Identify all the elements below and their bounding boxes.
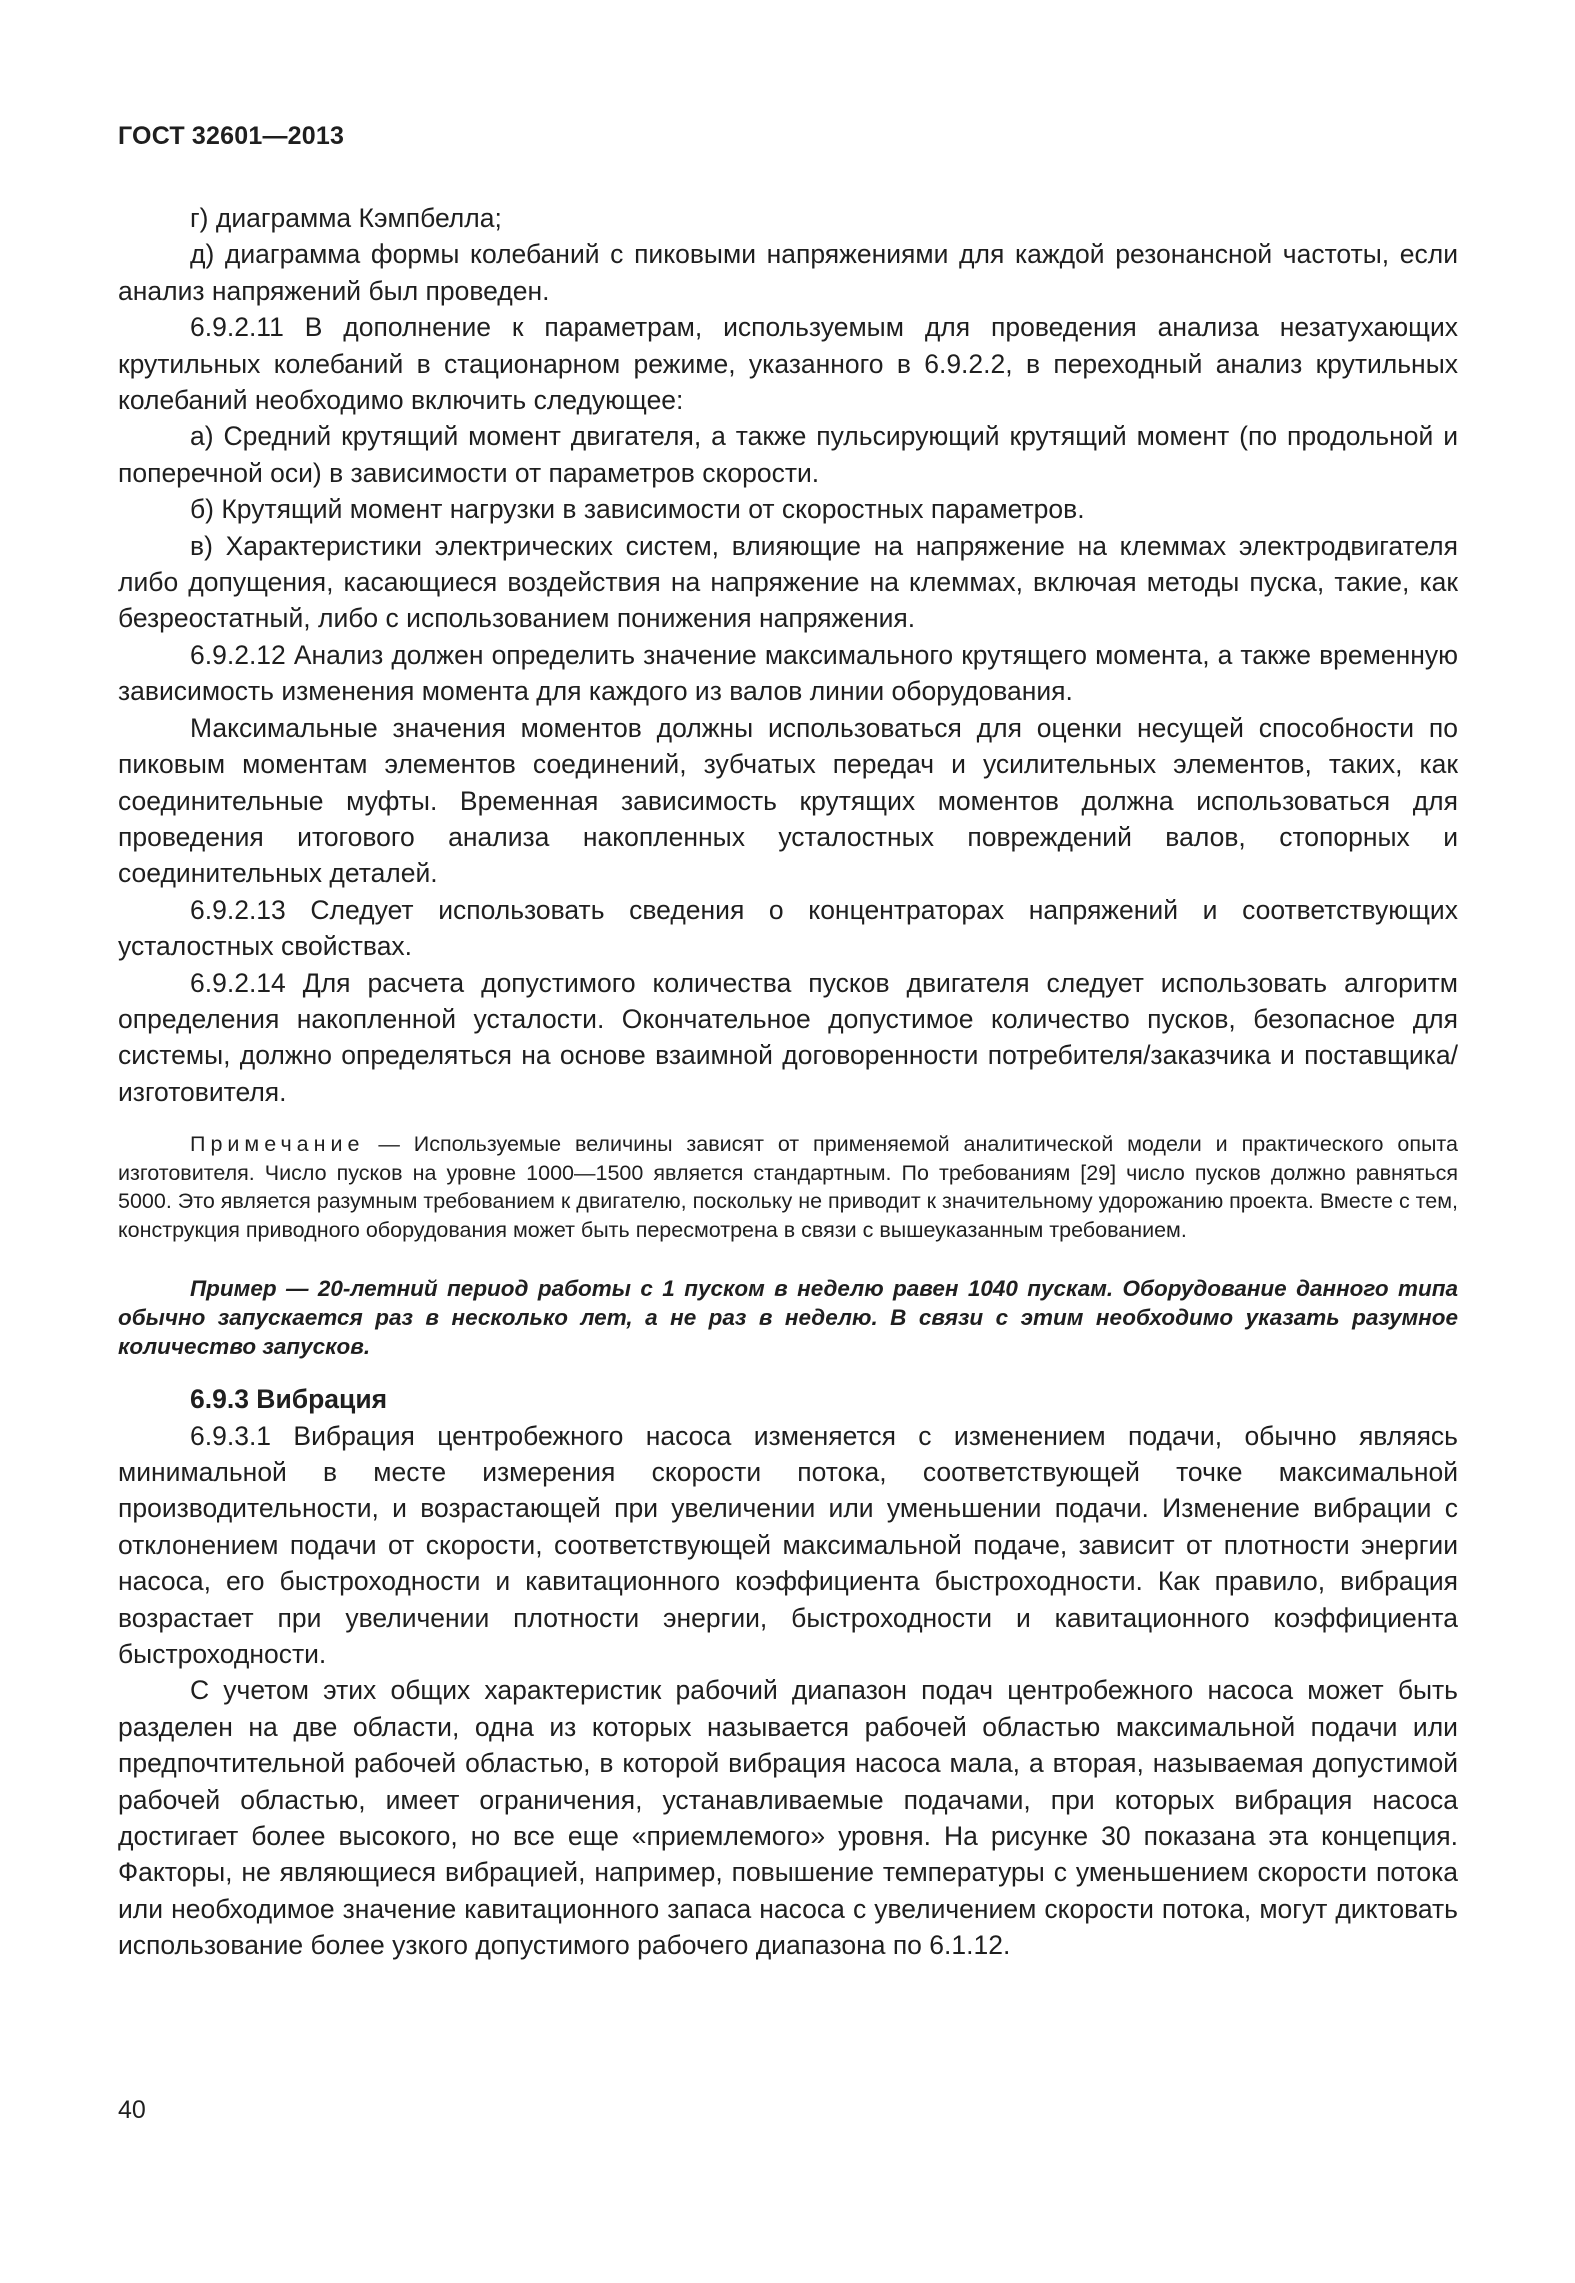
paragraph-item-a: а) Средний крутящий момент двигателя, а также пульсирующий крутящий момент (по продольной и поперечной оси) в зависимости от параметров скорости.: [118, 421, 1458, 488]
section-heading: 6.9.3 Вибрация: [190, 1384, 388, 1415]
paragraph-item-g: г) диаграмма Кэмпбелла;: [190, 203, 502, 233]
example-block: Пример — 20-летний период работы с 1 пуском в неделю равен 1040 пускам. Оборудование данного типа обычно запускается раз в несколько лет, а не раз в неделю. В связи с этим необходимо указать разумное количество запусков.: [118, 1276, 1458, 1360]
paragraph-item-d: д) диаграмма формы колебаний с пиковыми напряжениями для каждой резонансной частоты, если анализ напряжений был проведен.: [118, 239, 1458, 306]
page-number: 40: [118, 2096, 146, 2124]
paragraph-6-9-2-14: 6.9.2.14 Для расчета допустимого количества пусков двигателя следует использовать алгоритм определения накопленной усталости. Окончательное допустимое количество пусков, безопасное для системы, должно определяться на основе взаимной договоренности потребителя/заказчика и поставщика/изготовителя.: [118, 967, 1458, 1107]
note-label: Примечание: [190, 1132, 365, 1157]
paragraph-max-moments: Максимальные значения моментов должны использоваться для оценки несущей способности по пиковым моментам элементов соединений, зубчатых передач и усилительных элементов, таких, как соединительные муфты. Временная зависимость крутящих моментов должна использоваться для проведения итогового анализа накопленных усталостных повреждений валов, стопорных и соединительных деталей.: [118, 712, 1458, 889]
note-block: [118, 1130, 1458, 1244]
paragraph-6-9-2-11: 6.9.2.11 В дополнение к параметрам, используемым для проведения анализа незатухающих крутильных колебаний в стационарном режиме, указанного в 6.9.2.2, в переходный анализ крутильных колебаний необходимо включить следующее:: [118, 312, 1458, 416]
document-body: [118, 200, 1458, 1964]
document-header: ГОСТ 32601—2013: [118, 122, 345, 150]
paragraph-item-v: в) Характеристики электрических систем, влияющие на напряжение на клеммах электродвигателя либо допущения, касающиеся воздействия на напряжение на клеммах, включая методы пуска, такие, как безреостатный, либо с использованием понижения напряжения.: [118, 530, 1458, 634]
paragraph-6-9-3-1: 6.9.3.1 Вибрация центробежного насоса изменяется с изменением подачи, обычно являясь минимальной в месте измерения скорости потока, соответствующей точке максимальной производительности, и возрастающей при увеличении или уменьшении подачи. Изменение вибрации с отклонением подачи от скорости, соответствующей максимальной подаче, зависит от плотности энергии насоса, его быстроходности и кавитационного коэффициента быстроходности. Как правило, вибрация возрастает при увеличении плотности энергии, быстроходности и кавитационного коэффициента быстроходности.: [118, 1420, 1458, 1669]
paragraph-6-9-2-12: 6.9.2.12 Анализ должен определить значение максимального крутящего момента, а также временную зависимость изменения момента для каждого из валов линии оборудования.: [118, 639, 1458, 707]
paragraph-item-b: б) Крутящий момент нагрузки в зависимости от скоростных параметров.: [190, 494, 1085, 525]
note-text: — Используемые величины зависят от применяемой аналитической модели и практического опыта изготовителя. Число пусков на уровне 1000—1500 является стандартным. По требованиям [29] число пусков должно равняться 5000. Это является разумным требованием к двигателю, поскольку не приводит к значительному удорожанию проекта. Вместе с тем, конструкция приводного оборудования может быть пересмотрена в связи с вышеуказанным требованием.: [118, 1132, 1459, 1242]
paragraph-6-9-2-13: 6.9.2.13 Следует использовать сведения о концентраторах напряжений и соответствующих усталостных свойствах.: [118, 894, 1458, 962]
paragraph-operating-range: С учетом этих общих характеристик рабочий диапазон подач центробежного насоса может быть разделен на две области, одна из которых называется рабочей областью максимальной подачи или предпочтительной рабочей областью, в которой вибрация насоса мала, а вторая, называемая допустимой рабочей областью, имеет ограничения, устанавливаемые подачами, при которых вибрация насоса достигает более высокого, но все еще «приемлемого» уровня. На рисунке 30 показана эта концепция. Факторы, не являющиеся вибрацией, например, повышение температуры с уменьшением скорости потока или необходимое значение кавитационного запаса насоса с увеличением скорости потока, могут диктовать использование более узкого допустимого рабочего диапазона по 6.1.12.: [118, 1675, 1458, 1961]
